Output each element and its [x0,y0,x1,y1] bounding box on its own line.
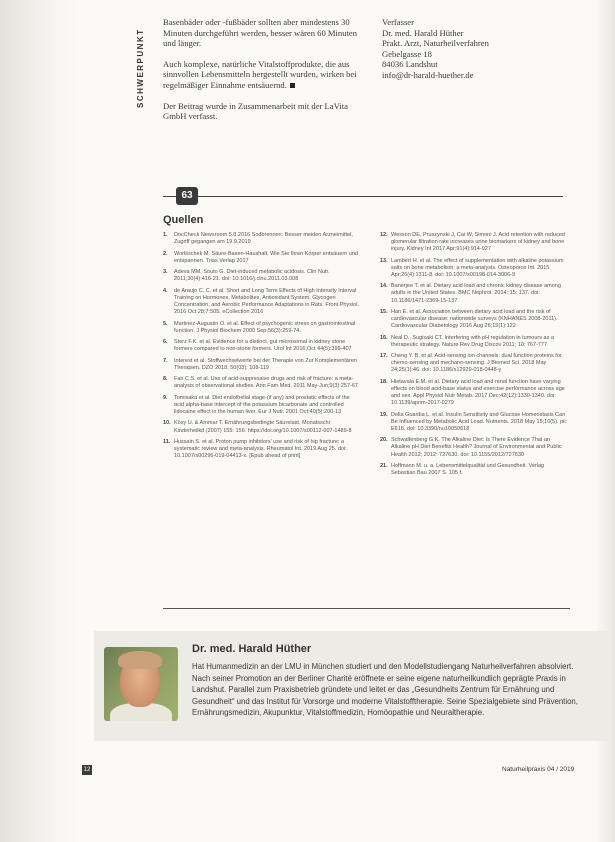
reference-text: Fan C.S. et al. Use of acid-suppressive drugs and risk of fracture: a meta-analysis of observational studies. Ann Fam Med. 2011 May-Jun;9(3):257-67 [174,376,358,390]
reference-number: 11. [163,439,171,446]
reference-number: 17. [380,353,388,360]
reference-number: 5. [163,320,168,327]
reference-text: Neal D., Sugisaki CT. Interfering with pH regulation in tumours as a therapeutic strategy. Nature Rev Drug Discov 2011; 10: 767-777 [391,334,554,348]
reference-number: 20. [380,437,388,444]
references-right-column [380,232,570,482]
reference-number: 12. [380,232,388,238]
reference-item [380,437,570,458]
reference-text: Kösy U. & Ammar T. Ernährungsbedingte Säurelast. Monatsschr Kinderheilkd (2007) 155: 156. https://doi.org/10.1007/s00112-007-1489-8 [174,420,352,434]
reference-number: 6. [163,339,168,346]
reference-text: de Araujo C. C. et al. Short and Long Term Effects of High Intensity Interval Training on Hormones, Metabolites, Antioxidant System, Glycogen Concentration, and Aerobic Performance Adaptations in Rats. Front Physiol. 2016 Oct 28;7:505. eCollection 2016 [174,287,359,316]
reference-text: Worlitschek M. Säure-Basen-Haushalt. Wie Sie Ihren Körper entsäuern und entspannen. Trias Verlag 2017 [174,250,358,264]
reference-text: Della Guardia L. et al. Insulin Sensitivity and Glucose Homeostasis Can Be Influenced by Metabolic Acid Load. Nutrients. 2018 May 15;10(5). pii: E618. doi: 10.3390/nu10050618 [391,411,568,432]
author-title: Prakt. Arzt, Naturheilverfahren [382,38,489,49]
reference-number: 3. [163,269,168,276]
reference-number: 21. [380,463,388,470]
section-logo-icon: 63 [176,187,198,205]
reference-number: 10. [163,420,171,427]
reference-text: Banerjee T. et al. Dietary acid load and chronic kidney disease among adults in the United States. BMC Nephrol. 2014; 15: 137. doi: 10.1186/1471-2369-15-137 [391,283,561,304]
reference-number: 1. [163,232,168,238]
reference-item [163,358,359,372]
reference-number: 15. [380,309,388,316]
reference-text: Schwalfenberg G.K. The Alkaline Diet: Is There Evidence That an Alkaline pH Diet Benefits Health? Journal of Environmental and Public Health 2012; 2012: 727630. doi: 10.1155/2012/727630 [391,437,562,458]
section-divider [163,196,563,197]
page-number: 12 [83,767,91,773]
reference-item [163,321,359,335]
reference-item [163,251,359,265]
body-paragraph: Auch komplexe, natürliche Vitalstoffprodukte, die aus sinnvollen Lebensmitteln hergestellt wurden, wirken bei regelmäßiger Einnahme entsäuernd. [163,58,357,90]
reference-number: 13. [380,257,388,264]
reference-number: 4. [163,287,168,294]
reference-item [380,283,570,304]
reference-number: 9. [163,394,168,401]
reference-text: Hussain S. et al. Proton pump inhibitors' use and risk of hip fracture: a systematic review and meta-analysis. Rheumatol Int. 2019 Aug 25. doi: 10.1007/s00296-019-04413-x. [Epub ahead of print] [174,439,347,460]
reference-text: Adeva MM, Souto G. Diet-induced metabolic acidosis. Clin Nutr. 2011;30(4):416-21. doi: 10.1016/j.clnu.2011.03.008 [174,269,330,283]
author-contact [382,17,562,81]
end-mark-icon [290,83,295,88]
reference-item [380,335,570,349]
references-left-column [163,232,359,465]
reference-text: Hietavala E.M. et al. Dietary acid load and renal function have varying effects on blood acid-base status and exercise performance across age and sex. Appl Physiol Nutr Metab. 2017 Dec;42(12):1330-1340. doi: 10.1139/apnm-2017-0279 [391,378,565,407]
reference-text: Tomisaka et al. Diet endothelial stage-(if any) and prostatic effects of the acid alpha-base intercept of the potassium bicarbonate and controlled lidocaine effect in the human liver. Eur J Nutr. 2001 Oct;40(5):200-13 [174,394,350,415]
reference-text: Martinez-Augustin O. et al. Effect of psychogenic stress on gastrointestinal function. J Physiol Biochem 2000 Sep;56(3):259-74. [174,320,356,334]
reference-text: Sterz F.K. et al. Evidence for a distinct, gut microsomal in kidney stone formers compared to non-stone formers. Urol Int 2016;Oct 44(5):399-407 [174,339,352,353]
reference-number: 2. [163,250,168,257]
reference-item [380,353,570,374]
section-label: SCHWERPUNKT [136,28,145,108]
reference-item [163,232,359,246]
article-body [163,17,366,132]
reference-text: Han E. et al. Association between dietary acid load and the risk of cardiovascular disease: nationwide surveys (KNHANES 2008-2011). Cardiovascular Diabetology 2016 Aug 26;15(1):122 [391,309,558,330]
reference-item [163,376,359,390]
reference-number: 8. [163,376,168,383]
reference-item [380,232,570,253]
reference-number: 14. [380,283,388,290]
page-gutter-shadow [0,0,82,842]
reference-text: Interest et al. Stoffwechselwerte bei der Therapie von Zur Komplementären Therapien. DZO 2018; 50(03): 108-119 [174,357,357,371]
photo-hair [118,651,162,669]
reference-text: Wesson DE, Pruszynski J, Cai W, Simoni J. Acid retention with reduced glomerular filtration rate increases urine biomarkers of kidney and bone injury. Kidney Int 2017 Apr;91(4):914-927 [391,232,565,253]
reference-number: 16. [380,334,388,341]
reference-text: DocCheck Newsroom 5.8.2016 Sodbrennen: Besser meiden Arzneimittel, Zugriff gegangen am 19.9.2019 [174,232,353,246]
reference-number: 7. [163,357,168,364]
reference-item [163,395,359,416]
body-paragraph: Der Beitrag wurde in Zusammenarbeit mit der LaVita GmbH verfasst. [163,100,348,122]
author-name: Dr. med. Harald Hüther [382,27,464,38]
reference-item [163,269,359,283]
reference-text: Hoffmann M. u. a. Lebensmittelqualität und Gesundheit. Verlag Sebastian Bau 2007 S. 105 f. [391,463,545,477]
reference-item [380,258,570,279]
reference-text: Cheng Y. B. et al. Acid-sensing ion channels: dual function proteins for chemo-sensing and mechano-sensing. J Biomed Sci. 2018 May 24;25(1):46. doi: 10.1186/s12929-018-0448-y [391,353,562,374]
reference-item [163,420,359,434]
reference-item [380,379,570,407]
reference-item [163,439,359,460]
body-paragraph: Basenbäder oder -fußbäder sollten aber mindestens 30 Minuten durchgeführt werden, besser wären 60 Minuten und länger. [163,17,358,49]
reference-item [380,309,570,330]
bio-text: Hat Humanmedizin an der LMU in München studiert und den Modellstudiengang Naturheilverfahren absolviert. Nach seiner Promotion an der Berliner Charité eröffnete er seine eigene naturheilkundlich geprägte Praxis in Landshut. Parallel zum Praxisbetrieb gründete und leitet er das „Gesundheits Zentrum für Ernährung und Gesundheit“ und das Institut für Vorsorge und moderne Vitalstofftherapie. Seine Spezialgebiete sind Prävention, Ernährungsmedizin, Akupunktur, Vitalstoffmedizin, Homöopathie und Neuraltherapie. [192,662,578,718]
bio-name: Dr. med. Harald Hüther [192,643,312,655]
reference-item [380,463,570,477]
journal-footer: Naturheilpraxis 04 / 2019 [502,766,575,773]
reference-number: 19. [380,411,388,418]
reference-number: 18. [380,378,388,385]
reference-item [380,412,570,433]
author-photo [104,647,178,721]
references-divider [163,608,570,609]
reference-item [163,339,359,353]
sources-heading: Quellen [163,214,204,226]
reference-text: Lambert H. et al. The effect of supplementation with alkaline potassium salts on bone metabolism: a meta-analysis. Osteoporos Int. 2015 Apr;26(4):1311-8. doi: 10.1007/s00198-014-3006-9 [391,257,564,278]
reference-item [163,288,359,316]
author-street: Gebelgasse 18 [382,48,432,59]
author-city: 84036 Landshut [382,59,438,70]
author-label: Verfasser [382,17,414,27]
author-email[interactable]: info@dr-harald-huether.de [382,69,474,80]
